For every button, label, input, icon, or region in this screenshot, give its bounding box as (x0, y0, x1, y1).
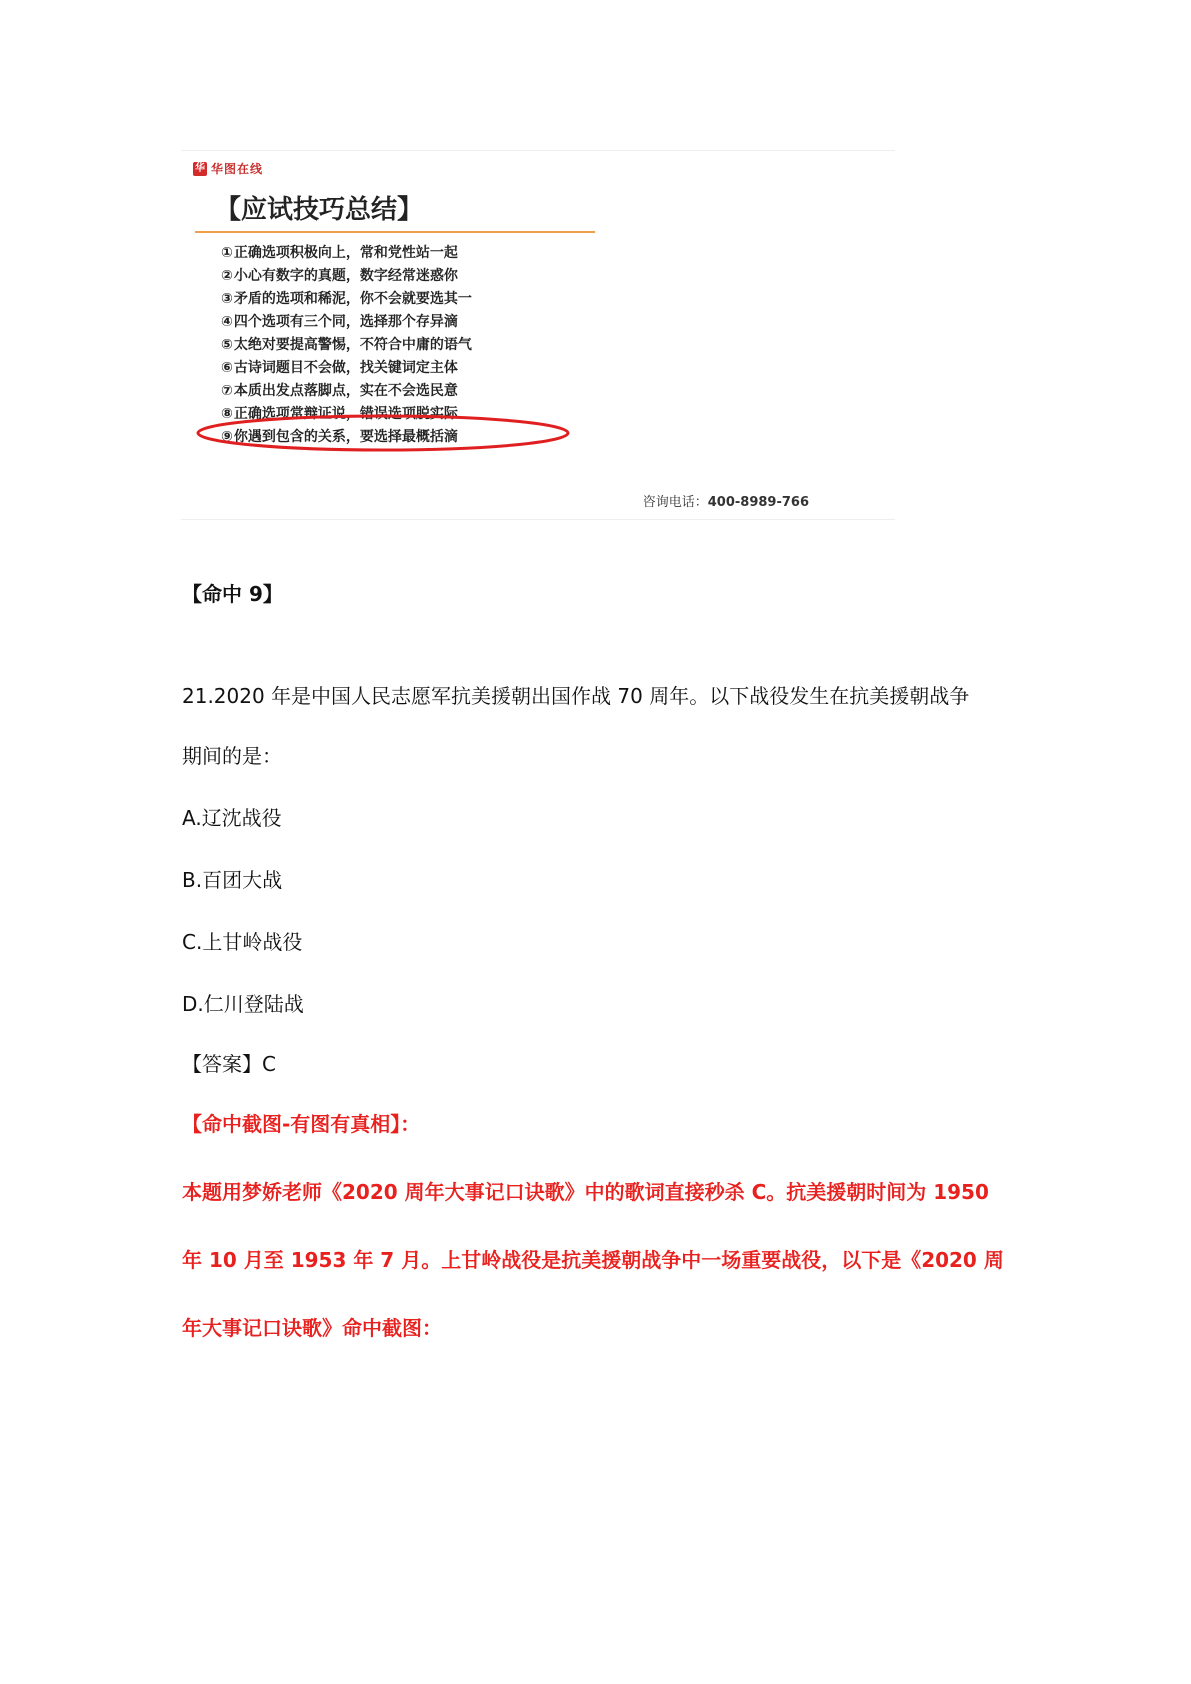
question-stem-line1: 21.2020 年是中国人民志愿军抗美援朝出国作战 70 周年。以下战役发生在抗美援朝战争 (182, 684, 970, 708)
tip-item: ④四个选项有三个同，选择那个存异滴 (221, 314, 458, 330)
analysis-heading: 【命中截图-有图有真相】： (182, 1112, 421, 1136)
tip-item: ⑤太绝对要提高警惕，不符合中庸的语气 (221, 337, 472, 353)
analysis-line3: 年大事记口诀歌》命中截图： (182, 1316, 442, 1340)
tip-item: ②小心有数字的真题，数字经常迷惑你 (221, 268, 458, 284)
tip-item: ⑨你遇到包含的关系，要选择最概括滴 (221, 429, 458, 445)
title-divider (195, 231, 595, 233)
option-c: C.上甘岭战役 (182, 930, 303, 954)
hotline-number: 400-8989-766 (707, 495, 809, 510)
analysis-line2: 年 10 月至 1953 年 7 月。上甘岭战役是抗美援朝战争中一场重要战役，以下是《2020 周 (182, 1248, 1004, 1272)
answer-line: 【答案】C (182, 1052, 276, 1076)
exam-tips-screenshot (181, 150, 895, 520)
tips-title: 【应试技巧总结】 (215, 195, 424, 225)
tip-item: ③矛盾的选项和稀泥，你不会就要选其一 (221, 291, 472, 307)
option-d: D.仁川登陆战 (182, 992, 304, 1016)
tip-item-highlighted: ⑧正确选项常辩证说，错误选项脱实际 (221, 406, 458, 422)
brand-logo (193, 160, 263, 177)
question-stem-line2: 期间的是： (182, 744, 282, 768)
option-a: A.辽沈战役 (182, 806, 282, 830)
tip-item: ①正确选项积极向上，常和党性站一起 (221, 245, 458, 261)
brand-logo-icon: 华 (195, 162, 205, 174)
tip-item: ⑥古诗词题目不会做，找关键词定主体 (221, 360, 458, 376)
option-b: B.百团大战 (182, 868, 283, 892)
hotline-label: 咨询电话： (642, 495, 708, 510)
tips-list (221, 242, 472, 449)
brand-name: 华图在线 (211, 162, 264, 176)
hotline (643, 491, 809, 510)
tip-item: ⑦本质出发点落脚点，实在不会选民意 (221, 383, 458, 399)
analysis-line1: 本题用梦娇老师《2020 周年大事记口诀歌》中的歌词直接秒杀 C。抗美援朝时间为 1950 (182, 1180, 989, 1204)
section-heading: 【命中 9】 (182, 582, 283, 606)
